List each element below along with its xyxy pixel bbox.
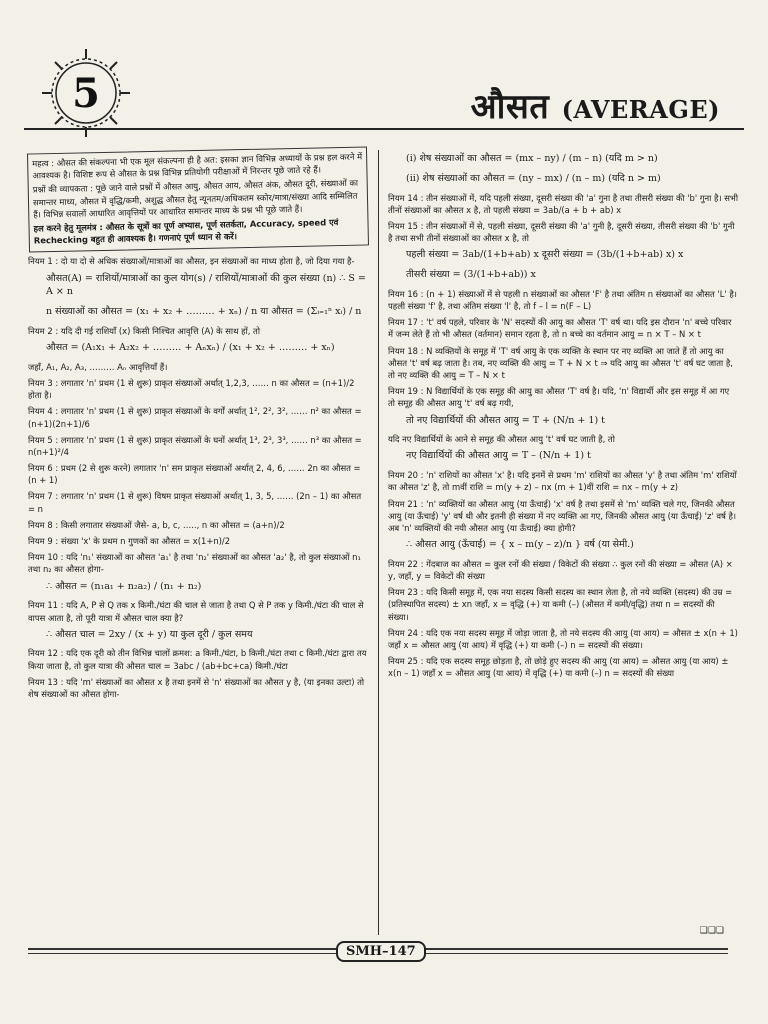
formula-line: तीसरी संख्या = (3/(1+b+ab)) x xyxy=(406,269,536,281)
rule-paragraph: नियम 15 : तीन संख्याओं में से, पहली संख्या, दूसरी संख्या की 'a' गुनी है, दूसरी संख्या, तीसरी संख्या की 'b' गुनी है तथा सभी तीनों संख्याओं का औसत x है, तो xyxy=(388,220,735,244)
rule-paragraph: नियम 7 : लगातार 'n' प्रथम (1 से शुरू) विषम प्राकृत संख्याओं अर्थात् 1, 3, 5, …… (2n – 1) का औसत = n xyxy=(28,491,362,514)
chapter-title xyxy=(471,82,720,128)
rule-paragraph: नियम 16 : (n + 1) संख्याओं में से पहली n संख्याओं का औसत 'F' है तथा अंतिम n संख्याओं का औसत 'L' है। पहली संख्या 'f' है, तथा अंतिम संख्या 'l' है, तो f – l = n(F – L) xyxy=(388,288,737,311)
rule-paragraph: नियम 20 : 'n' राशियों का औसत 'x' है। यदि इनमें से प्रथम 'm' राशियों का औसत 'y' है तथा अंतिम 'm' राशियों का औसत 'z' है, तो mवीं राशि = m(y + z) – nx (m + 1)वीं राशि = nx – m(y + z) xyxy=(388,470,737,493)
rule-paragraph: नियम 19 : N विद्यार्थियों के एक समूह की आयु का औसत 'T' वर्ष है। यदि, 'n' विद्यार्थी और इस समूह में आ गए तो समूह की औसत आयु 't' वर्ष बढ़ गयी, xyxy=(388,386,730,409)
formula-line: (i) शेष संख्याओं का औसत = (mx – ny) / (m – n) (यदि m > n) xyxy=(406,153,658,164)
chapter-title-hindi: औसत xyxy=(470,87,550,127)
right-rules xyxy=(388,152,738,680)
rule-paragraph: नियम 23 : यदि किसी समूह में, एक नया सदस्य किसी सदस्य का स्थान लेता है, तो नये व्यक्ति (सदस्य) की उम्र = (प्रतिस्थापित सदस्य) ± xn जहाँ, x = वृद्धि (+) या कमी (–) (औसत में कमी/वृद्धि) तथा n = सदस्यों की संख्या। xyxy=(388,587,733,622)
column-divider xyxy=(378,150,379,935)
left-column xyxy=(28,150,368,704)
rule-paragraph: नियम 6 : प्रथम (2 से शुरू करने) लगातार 'n' सम प्राकृत संख्याओं अर्थात् 2, 4, 6, …… 2n का औसत = (n + 1) xyxy=(28,463,361,486)
header-rule xyxy=(24,128,744,130)
rule-paragraph: यदि नए विद्यार्थियों के आने से समूह की औसत आयु 't' वर्ष घट जाती है, तो xyxy=(388,434,615,445)
left-rules xyxy=(28,255,368,700)
rule-paragraph: जहाँ, A₁, A₂, A₃, ……… Aₙ आवृत्तियाँ हैं। xyxy=(28,361,168,372)
intro-importance: महत्व : औसत की संकल्पना भी एक मूल संकल्पना ही है अत: इसका ज्ञान विभिन्न अध्यायों के प्रश्न हल करने में आवश्यक है। विशिष्ट रूप से औसत के प्रश्न विभिन्न प्रतियोगी परीक्षाओं में निरन्तर पूछे जाते रहे हैं। xyxy=(32,151,363,181)
rule-paragraph: नियम 3 : लगातार 'n' प्रथम (1 से शुरू) प्राकृत संख्याओं अर्थात् 1,2,3, …… n का औसत = (n+1)/2 होता है। xyxy=(28,377,355,401)
rule-paragraph: नियम 11 : यदि A, P से Q तक x किमी./घंटा की चाल से जाता है तथा Q से P तक y किमी./घंटा की चाल से वापस आता है, तो पूरी यात्रा में औसत चाल क्या है? xyxy=(28,600,364,623)
rule-paragraph: नियम 17 : 't' वर्ष पहले, परिवार के 'N' सदस्यों की आयु का औसत 'T' वर्ष था। यदि इस दौरान 'n' बच्चे परिवार में जन्म लेते हैं तो भी औसत (वर्तमान) समान रहता है, तो n बच्चे का वर्तमान आयु = n × T – N × t xyxy=(388,317,732,340)
formula-line: तो नए विद्यार्थियों की औसत आयु = T + (N/n + 1) t xyxy=(406,414,605,426)
rule-paragraph: नियम 14 : तीन संख्याओं में, यदि पहली संख्या, दूसरी संख्या की 'a' गुना है तथा तीसरी संख्या की 'b' गुना है। सभी तीनों संख्याओं का औसत x है, तो पहली संख्या = 3ab/(a + b + ab) x xyxy=(388,192,738,215)
rule-paragraph: नियम 13 : यदि 'm' संख्याओं का औसत x है तथा इनमें से 'n' संख्याओं का औसत y है, (या इनका उल्टा) तो शेष संख्याओं का औसत होगा- xyxy=(28,676,365,700)
formula-line: पहली संख्या = 3ab/(1+b+ab) x दूसरी संख्या = (3b/(1+b+ab) x) x xyxy=(406,249,684,261)
rule-paragraph: नियम 1 : दो या दो से अधिक संख्याओं/मात्राओं का औसत, इन संख्याओं का माध्य होता है, जो दिया गया है- xyxy=(28,256,355,267)
rule-paragraph: नियम 2 : यदि दी गई राशियाँ (x) किसी निश्चित आवृत्ति (A) के साथ हों, तो xyxy=(28,325,260,336)
rule-paragraph: नियम 8 : किसी लगातार संख्याओं जैसे- a, b, c, ….., n का औसत = (a+n)/2 xyxy=(28,519,285,530)
intro-scope: प्रश्नों की व्यापकता : पूछे जाने वाले प्रश्नों में औसत आयु, औसत आय, औसत अंक, औसत दूरी, संख्याओं का समान्तर माध्य, औसत में वृद्धि/कमी, अशुद्ध औसत हेतु न्यूनतम/अधिकतम स्कोर/मात्रा/संख्या आदि सम्मिलित हैं। विभिन्न सवालों आधारित आवृत्तियों पर आधारित समान्तर माध्य के प्रश्न भी पूछे जाते हैं। xyxy=(32,178,359,220)
chapter-number: 5 xyxy=(72,70,100,117)
rule-paragraph: नियम 22 : गेंदबाज का औसत = कुल रनों की संख्या / विकेटों की संख्या ∴ कुल रनों की संख्या = औसत (A) × y, जहाँ, y = विकेटों की संख्या xyxy=(388,558,733,582)
chapter-badge-icon xyxy=(38,45,134,141)
page-number: SMH–147 xyxy=(336,941,426,962)
formula-line: (ii) शेष संख्याओं का औसत = (ny – mx) / (n – m) (यदि n > m) xyxy=(406,172,661,184)
formula-line: n संख्याओं का औसत = (x₁ + x₂ + ……… + xₙ) / n या औसत = (Σᵢ₌₁ⁿ xᵢ) / n xyxy=(46,306,362,318)
formula-line: ∴ औसत = (n₁a₁ + n₂a₂) / (n₁ + n₂) xyxy=(46,580,202,592)
rule-paragraph: नियम 24 : यदि एक नया सदस्य समूह में जोड़ा जाता है, तो नये सदस्य की आयु (या आय) = औसत ± x(n + 1) जहाँ x = औसत आयु (या आय) में वृद्धि (+) या कमी (–) n = सदस्यों की संख्या। xyxy=(388,627,738,651)
end-mark: ❑❑❑ xyxy=(699,926,724,936)
formula-line: ∴ औसत आयु (ऊँचाई) = { x – m(y – z)/n } वर्ष (या सेमी.) xyxy=(406,539,634,551)
intro-mantra: हल करने हेतु मूलमंत्र : औसत के सूत्रों का पूर्ण अभ्यास, पूर्ण सतर्कता, Accuracy, speed एवं Rechecking बहुत ही आवश्यक है। गणनाएं पूर्ण ध्यान से करें। xyxy=(33,217,339,246)
rule-paragraph: नियम 12 : यदि एक दूरी को तीन विभिन्न चालों क्रमश: a किमी./घंटा, b किमी./घंटा तथा c किमी./घंटा द्वारा तय किया जाता है, तो कुल यात्रा की औसत चाल = 3abc / (ab+bc+ca) किमी./घंटा xyxy=(28,648,367,671)
intro-box xyxy=(27,146,369,252)
rule-paragraph: नियम 25 : यदि एक सदस्य समूह छोड़ता है, तो छोड़े हुए सदस्य की आयु (या आय) = औसत आयु (या आय) ± x(n – 1) जहाँ x = औसत आयु (या आय) में वृद्धि (+) या कमी (–) n = सदस्यों की संख्या xyxy=(388,656,729,679)
rule-paragraph: नियम 18 : N व्यक्तियों के समूह में 'T' वर्ष आयु के एक व्यक्ति के स्थान पर नए व्यक्ति आ जाते हैं तो आयु का औसत 't' वर्ष बढ़ जाता है। तब, नए व्यक्ति की आयु = T + N × t ⇒ यदि आयु का औसत 't' वर्ष घट जाता है, तो नए व्यक्ति की आयु = T – N × t xyxy=(388,345,733,380)
formula-line: नए विद्यार्थियों की औसत आयु = T – (N/n + 1) t xyxy=(406,450,591,462)
rule-paragraph: नियम 5 : लगातार 'n' प्रथम (1 से शुरू) प्राकृत संख्याओं के घनों अर्थात् 1³, 2³, 3³, …… n³ का औसत = n(n+1)²/4 xyxy=(28,434,362,457)
rule-paragraph: नियम 21 : 'n' व्यक्तियों का औसत आयु (या ऊँचाई) 'x' वर्ष है तथा इसमें से 'm' व्यक्ति चले गए, जिनकी औसत आयु (या ऊँचाई) 'y' वर्ष थी और इतनी ही संख्या में नए व्यक्ति आ गए, जिनकी औसत आयु (या ऊँचाई) 'z' वर्ष है। अब 'n' व्यक्तियों की नयी औसत आयु (या ऊँचाई) क्या होगी? xyxy=(388,498,737,533)
rule-paragraph: नियम 4 : लगातार 'n' प्रथम (1 से शुरू) प्राकृत संख्याओं के वर्गों अर्थात् 1², 2², 3², …… n² का औसत = (n+1)(2n+1)/6 xyxy=(28,406,362,429)
formula-line: औसत = (A₁x₁ + A₂x₂ + ……… + Aₙxₙ) / (x₁ + x₂ + ……… + xₙ) xyxy=(46,341,335,353)
rule-paragraph: नियम 10 : यदि 'n₁' संख्याओं का औसत 'a₁' है तथा 'n₂' संख्याओं का औसत 'a₂' है, तो कुल संख्याओं n₁ तथा n₂ का औसत होगा- xyxy=(28,552,361,575)
rule-paragraph: नियम 9 : संख्या 'x' के प्रथम n गुणकों का औसत = x(1+n)/2 xyxy=(28,536,231,546)
chapter-title-english: (AVERAGE) xyxy=(561,95,720,124)
right-column xyxy=(388,150,738,684)
formula-line: औसत(A) = राशियों/मात्राओं का कुल योग(s) / राशियों/मात्राओं की कुल संख्या (n) ∴ S = A × n xyxy=(46,272,366,298)
formula-line: ∴ औसत चाल = 2xy / (x + y) या कुल दूरी / कुल समय xyxy=(46,628,253,640)
